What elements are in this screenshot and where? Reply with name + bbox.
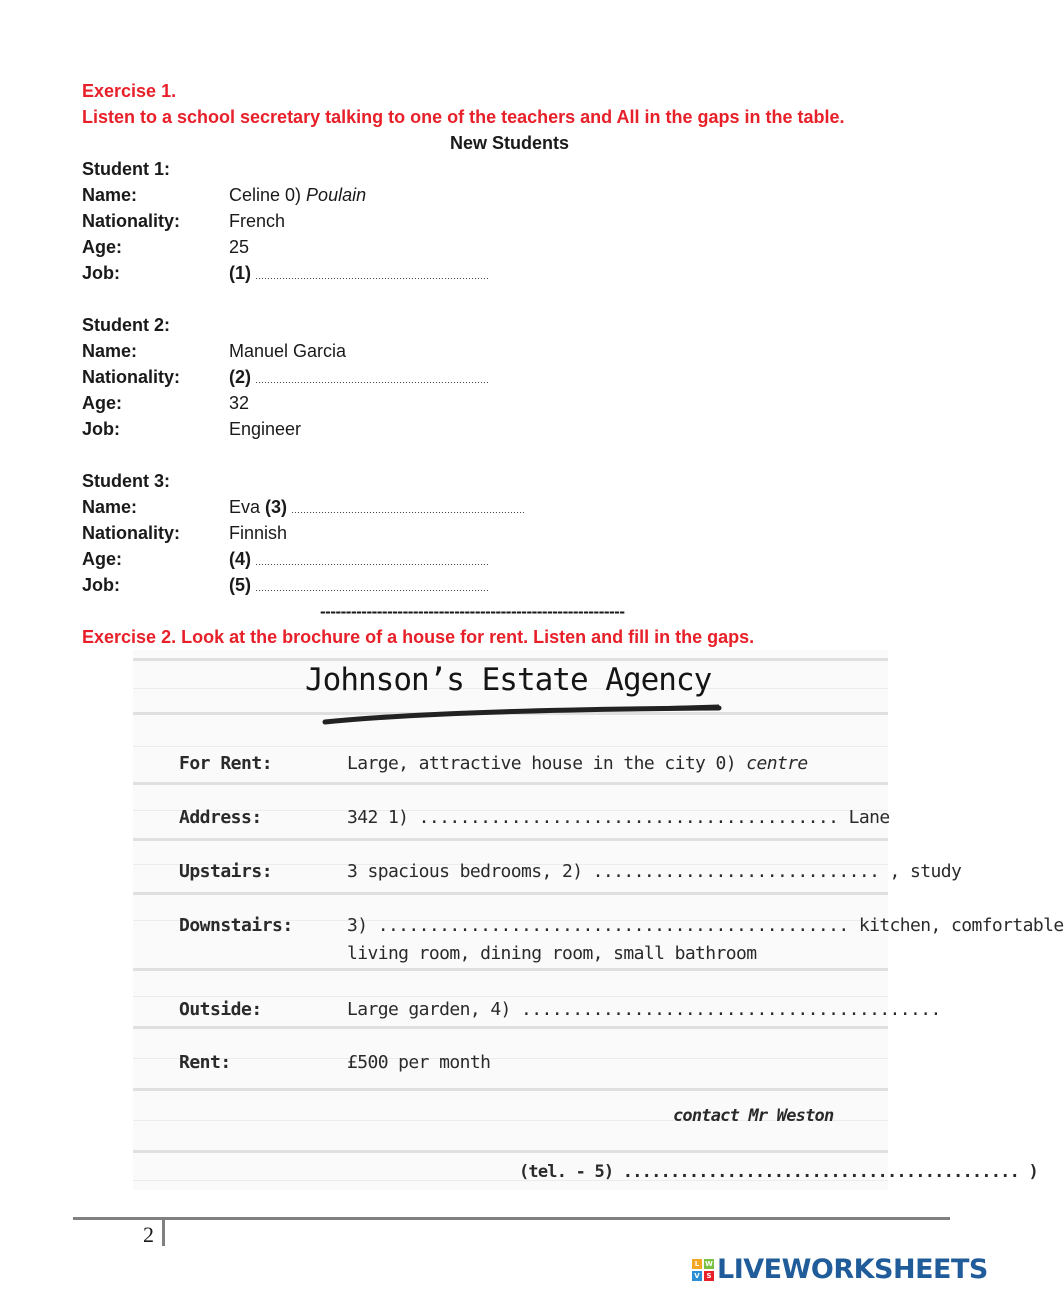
- field-value: [229, 237, 253, 258]
- brochure-value[interactable]: [347, 861, 961, 882]
- section-divider: -----------------------------------------------------------: [320, 602, 625, 621]
- brand-name: LIVEWORKSHEETS: [717, 1254, 988, 1285]
- answer-gap[interactable]: ……………………………………………………………………: [255, 271, 489, 281]
- field-label: Job:: [82, 575, 120, 595]
- brochure-text: Large, attractive house in the city 0): [347, 753, 747, 774]
- answer-gap[interactable]: ……………………………………………………………………: [255, 557, 489, 567]
- field-value[interactable]: [229, 497, 525, 518]
- gap-number: (2): [229, 367, 251, 387]
- field-label: Nationality:: [82, 211, 181, 231]
- exercise2-instruction: Exercise 2. Look at the brochure of a house for rent. Listen and fill in the gaps.: [82, 627, 755, 647]
- field-label: Nationality:: [82, 523, 181, 543]
- brochure-label: Upstairs:: [179, 861, 273, 882]
- brochure-text: 3) .............................................. kitchen, comfortable: [347, 915, 1064, 936]
- field-label: Age:: [82, 549, 122, 569]
- value-text: 32: [229, 393, 250, 413]
- value-text: Finnish: [229, 523, 288, 543]
- logo-tile: S: [704, 1271, 714, 1281]
- value-text: Eva: [229, 497, 266, 517]
- title-underline-stroke: [323, 702, 723, 732]
- answer-gap[interactable]: ……………………………………………………………………: [291, 505, 526, 515]
- brochure-text: living room, dining room, small bathroom: [347, 943, 757, 964]
- field-label: Job:: [82, 263, 120, 283]
- field-value: [229, 393, 253, 414]
- exercise1-instruction: Listen to a school secretary talking to one of the teachers and All in the gaps in the table.: [82, 107, 845, 127]
- student-header: Student 3:: [82, 471, 170, 491]
- brochure-value[interactable]: [347, 999, 941, 1020]
- brochure-value: [347, 753, 808, 774]
- field-value[interactable]: [229, 367, 489, 388]
- value-text: Manuel Garcia: [229, 341, 347, 361]
- field-value: [229, 211, 289, 232]
- gap-number: (3): [265, 497, 288, 517]
- exercise1-heading: Exercise 1.: [82, 81, 177, 101]
- logo-tile: W: [705, 1259, 713, 1268]
- brochure-title: Johnson’s Estate Agency: [305, 662, 712, 698]
- value-text: Engineer: [229, 419, 302, 439]
- field-label: Job:: [82, 419, 120, 439]
- field-label: Age:: [82, 237, 122, 257]
- example-answer: centre: [746, 753, 808, 774]
- gap-number: (1): [229, 263, 251, 283]
- field-label: Age:: [82, 393, 122, 413]
- contact-line: contact Mr Weston: [673, 1106, 834, 1126]
- value-text: French: [229, 211, 286, 231]
- field-value: [229, 185, 370, 206]
- brochure-value: [347, 1052, 490, 1073]
- brochure-label: Address:: [179, 807, 262, 828]
- field-label: Name:: [82, 341, 138, 361]
- brochure-text: 342 1) ......................................... Lane: [347, 807, 890, 828]
- brochure-label: Outside:: [179, 999, 262, 1020]
- brochure: [133, 650, 1064, 1190]
- field-value: [229, 523, 291, 544]
- brochure-value: [347, 943, 756, 964]
- liveworksheets-logo: [692, 1254, 988, 1285]
- brochure-label: For Rent:: [179, 753, 273, 774]
- brochure-label: Rent:: [179, 1052, 231, 1073]
- value-text: 25: [229, 237, 250, 257]
- brochure-value[interactable]: [347, 807, 890, 828]
- field-label: Nationality:: [82, 367, 181, 387]
- example-answer: Poulain: [306, 185, 367, 205]
- field-label: Name:: [82, 497, 138, 517]
- answer-gap[interactable]: ……………………………………………………………………: [255, 583, 489, 593]
- logo-tile: L: [692, 1259, 702, 1269]
- table-title: New Students: [450, 133, 570, 153]
- gap-number: (4): [229, 549, 251, 569]
- brochure-text: 3 spacious bedrooms, 2) ............................ , study: [347, 861, 962, 882]
- field-value[interactable]: [229, 263, 489, 284]
- student-header: Student 1:: [82, 159, 170, 179]
- field-value[interactable]: [229, 549, 489, 570]
- brochure-value[interactable]: [347, 915, 1064, 936]
- field-label: Name:: [82, 185, 138, 205]
- logo-tile: V: [692, 1271, 702, 1281]
- answer-gap[interactable]: ……………………………………………………………………: [255, 375, 489, 385]
- field-value[interactable]: [229, 575, 489, 596]
- footer-rule: [73, 1217, 950, 1220]
- student-header: Student 2:: [82, 315, 170, 335]
- brochure-text: Large garden, 4) .........................................: [347, 999, 941, 1020]
- telephone-line[interactable]: (tel. - 5) .......................................... ): [519, 1162, 1038, 1182]
- page-number-bar: [162, 1220, 165, 1246]
- gap-number: (5): [229, 575, 251, 595]
- brochure-label: Downstairs:: [179, 915, 293, 936]
- field-value: [229, 341, 350, 362]
- page-number: 2: [143, 1222, 154, 1247]
- field-value: [229, 419, 305, 440]
- logo-letter-grid: [692, 1259, 714, 1281]
- value-text: Celine 0): [229, 185, 307, 205]
- brochure-text: £500 per month: [347, 1052, 491, 1073]
